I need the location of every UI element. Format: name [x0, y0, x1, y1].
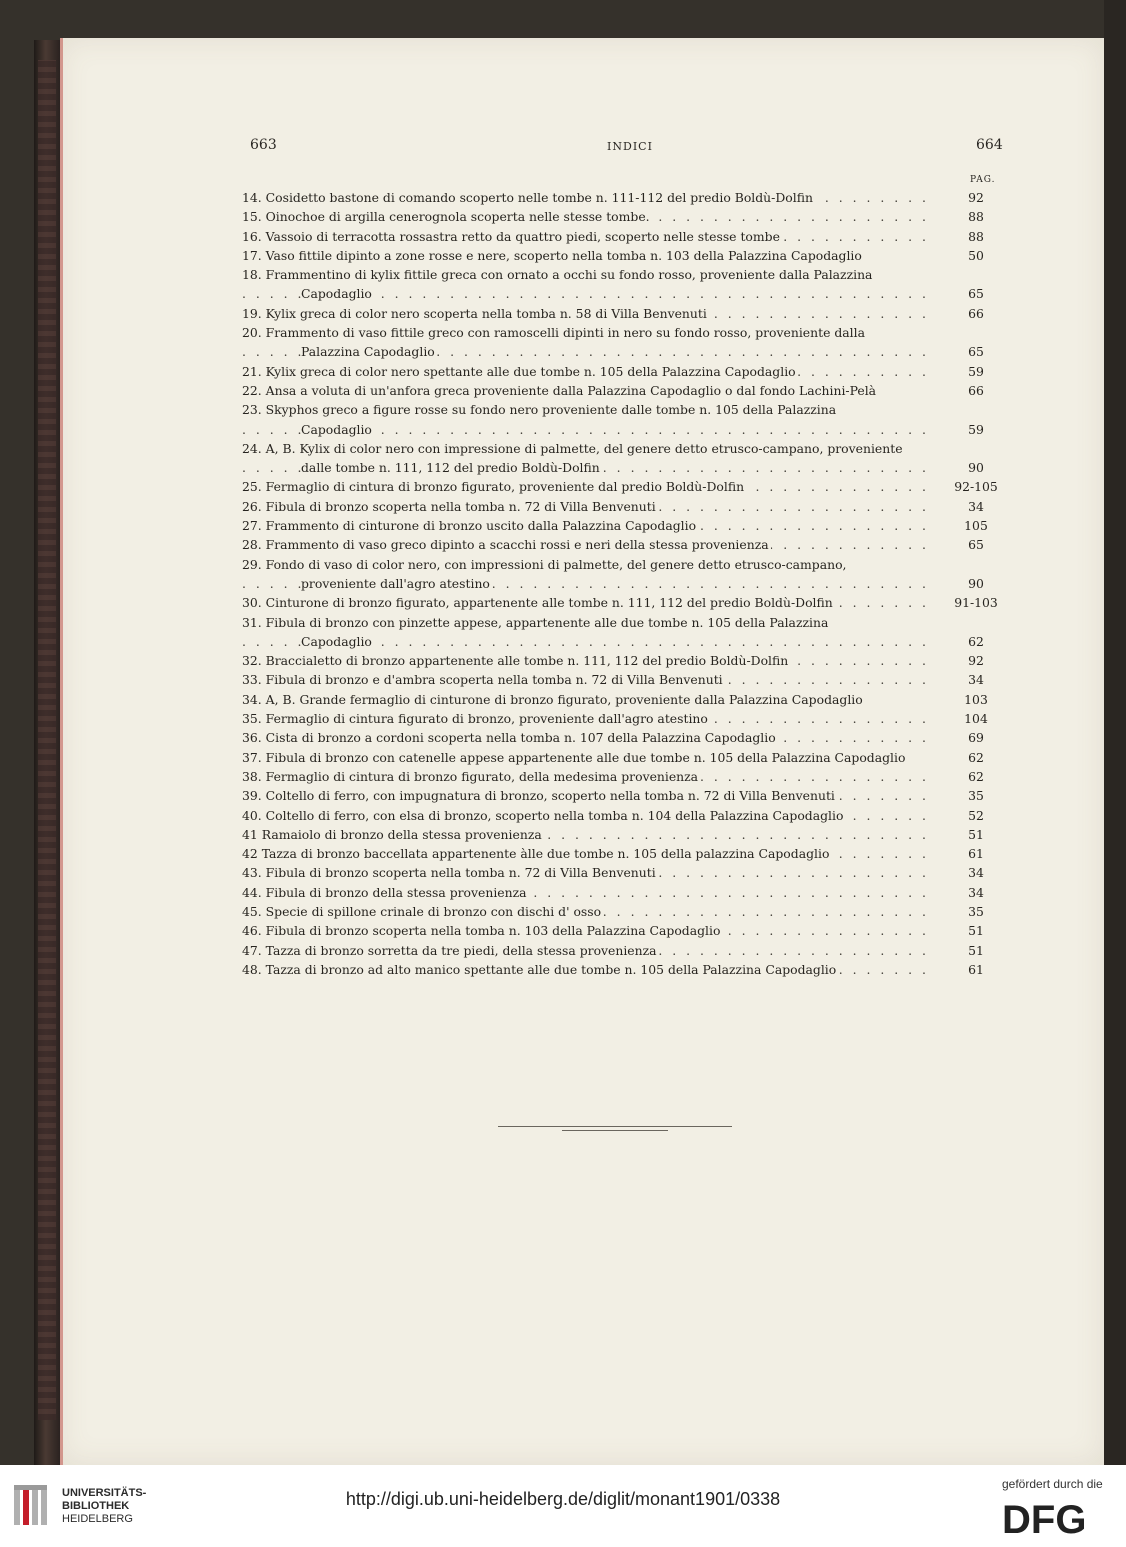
index-entry-text: 45. Specie di spillone crinale di bronzo con dischi d' osso — [242, 903, 602, 919]
dfg-logo-text: DFG — [1002, 1499, 1087, 1537]
index-entry-line — [242, 651, 1012, 670]
index-entry-page: 59 — [968, 363, 984, 379]
index-entry-text: 23. Skyphos greco a figure rosse su fondo nero proveniente dalle tombe n. 105 della Palazzina — [242, 402, 837, 418]
page-number-right: 664 — [976, 137, 1003, 153]
index-entry-page: 62 — [968, 633, 984, 649]
index-entry-line — [242, 516, 1012, 535]
index-entry-text: Capodaglio — [301, 633, 372, 649]
index-entry — [242, 477, 1012, 496]
index-entry-text: 33. Fibula di bronzo e d'ambra scoperta nella tomba n. 72 di Villa Benvenuti — [242, 672, 723, 688]
index-entry-line — [242, 265, 1012, 284]
index-entry-page: 61 — [968, 846, 984, 862]
index-entry-line — [242, 863, 1012, 882]
index-entry-page: 35 — [968, 903, 984, 919]
index-entry-line — [242, 400, 1012, 419]
index-entry-text: 44. Fibula di bronzo della stessa provenienza — [242, 884, 527, 900]
index-entry — [242, 323, 1012, 362]
index-entry-text: 47. Tazza di bronzo sorretta da tre piedi, della stessa provenienza — [242, 942, 657, 958]
index-entry-continuation — [242, 284, 1012, 303]
index-entry-continuation — [242, 420, 1012, 439]
index-entry-line — [242, 709, 1012, 728]
index-entry-text: 38. Fermaglio di cintura di bronzo figurato, della medesima provenienza — [242, 768, 699, 784]
index-entry-text: 40. Coltello di ferro, con elsa di bronzo, scoperto nella tomba n. 104 della Palazzina Capodaglio — [242, 807, 844, 823]
index-entry-continuation — [242, 458, 1012, 477]
index-entry-page: 92-105 — [954, 479, 998, 495]
index-entry-page: 65 — [968, 537, 984, 553]
index-entry-text: 22. Ansa a voluta di un'anfora greca proveniente dalla Palazzina Capodaglio o dal fondo Lachini-Pelà — [242, 382, 877, 398]
index-entry — [242, 767, 1012, 786]
index-entry-page: 59 — [968, 421, 984, 437]
index-entry-page: 50 — [968, 247, 984, 263]
index-entry-line — [242, 593, 1012, 612]
index-entry-line — [242, 227, 1012, 246]
index-entry-line — [242, 555, 1012, 574]
index-entry — [242, 227, 1012, 246]
index-entry-text: 39. Coltello di ferro, con impugnatura di bronzo, scoperto nella tomba n. 72 di Villa Benvenuti — [242, 788, 835, 804]
index-entry — [242, 555, 1012, 594]
index-entry — [242, 960, 1012, 979]
right-margin-shadow — [1104, 0, 1126, 1465]
index-entry-line — [242, 362, 1012, 381]
index-entry-line — [242, 941, 1012, 960]
index-entry-text: 30. Cinturone di bronzo figurato, appartenente alle tombe n. 111, 112 del predio Boldù-Dolfin — [242, 595, 833, 611]
index-entry-page: 35 — [968, 788, 984, 804]
spine-binding-texture — [38, 60, 56, 1420]
index-entry-line — [242, 883, 1012, 902]
page-number-left: 663 — [250, 137, 277, 153]
index-entry-page: 62 — [968, 749, 984, 765]
index-entry-line — [242, 786, 1012, 805]
index-entry-text: 16. Vassoio di terracotta rossastra retto da quattro piedi, scoperto nelle stesse tombe — [242, 228, 780, 244]
index-entry — [242, 535, 1012, 554]
index-entry-text: 41 Ramaiolo di bronzo della stessa provenienza — [242, 826, 542, 842]
index-entry-text: 24. A, B. Kylix di color nero con impressione di palmette, del genere detto etrusco-campano, proveniente — [242, 440, 903, 456]
index-entry-continuation — [242, 632, 1012, 651]
index-entry-page: 66 — [968, 382, 984, 398]
index-entry — [242, 806, 1012, 825]
index-entry-line — [242, 902, 1012, 921]
index-entry — [242, 207, 1012, 226]
index-entry-page: 51 — [968, 826, 984, 842]
library-name-line: UNIVERSITÄTS- — [62, 1487, 147, 1499]
dfg-logo-icon — [1002, 1499, 1112, 1537]
index-entry-text: 21. Kylix greca di color nero spettante alle due tombe n. 105 della Palazzina Capodaglio — [242, 363, 796, 379]
index-entry-page: 90 — [968, 460, 984, 476]
index-list — [242, 188, 1012, 979]
page-column-label: PAG. — [970, 175, 996, 185]
index-entry-line — [242, 477, 1012, 496]
index-entry-page: 62 — [968, 768, 984, 784]
index-entry-text: Capodaglio — [301, 286, 372, 302]
index-entry-line — [242, 844, 1012, 863]
index-entry-page: 61 — [968, 961, 984, 977]
index-entry-line — [242, 690, 1012, 709]
index-entry-line — [242, 767, 1012, 786]
index-entry-text: 31. Fibula di bronzo con pinzette appese, appartenente alle due tombe n. 105 della Palazzina — [242, 614, 829, 630]
index-entry-page: 103 — [964, 691, 988, 707]
index-entry-line — [242, 246, 1012, 265]
index-entry-page: 66 — [968, 305, 984, 321]
index-entry-text: 29. Fondo di vaso di color nero, con impressioni di palmette, del genere detto etrusco-campano, — [242, 556, 847, 572]
index-entry-line — [242, 381, 1012, 400]
index-entry-text: Capodaglio — [301, 421, 372, 437]
index-entry-text: 19. Kylix greca di color nero scoperta nella tomba n. 58 di Villa Benvenuti — [242, 305, 707, 321]
index-entry-line — [242, 207, 1012, 226]
index-entry-text: 46. Fibula di bronzo scoperta nella tomba n. 103 della Palazzina Capodaglio — [242, 923, 721, 939]
index-entry-page: 34 — [968, 498, 984, 514]
index-entry-line — [242, 825, 1012, 844]
index-entry — [242, 304, 1012, 323]
index-entry-text: 17. Vaso fittile dipinto a zone rosse e nere, scoperto nella tomba n. 103 della Palazzina Capodaglio — [242, 247, 862, 263]
index-entry — [242, 246, 1012, 265]
index-entry-text: 48. Tazza di bronzo ad alto manico spettante alle due tombe n. 105 della Palazzina Capodaglio — [242, 961, 837, 977]
index-entry-line — [242, 304, 1012, 323]
index-entry-page: 104 — [964, 711, 988, 727]
index-entry-line — [242, 613, 1012, 632]
index-entry-text: 34. A, B. Grande fermaglio di cinturone di bronzo figurato, proveniente dalla Palazzina Capodaglio — [242, 691, 863, 707]
index-entry-page: 105 — [964, 518, 988, 534]
index-entry-page: 92 — [968, 190, 984, 205]
funding-caption: gefördert durch die — [1002, 1477, 1103, 1491]
index-entry — [242, 844, 1012, 863]
index-entry — [242, 902, 1012, 921]
index-entry-text: 14. Cosidetto bastone di comando scoperto nelle tombe n. 111-112 del predio Boldù-Dolfin — [242, 190, 813, 205]
index-entry — [242, 921, 1012, 940]
index-entry-line — [242, 188, 1012, 207]
index-entry — [242, 690, 1012, 709]
index-entry-page: 90 — [968, 575, 984, 591]
index-entry-text: 36. Cista di bronzo a cordoni scoperta nella tomba n. 107 della Palazzina Capodaglio — [242, 730, 776, 746]
index-entry-line — [242, 670, 1012, 689]
index-entry-text: 35. Fermaglio di cintura figurato di bronzo, proveniente dall'agro atestino — [242, 711, 708, 727]
index-entry-page: 88 — [968, 228, 984, 244]
index-entry — [242, 863, 1012, 882]
index-entry-page: 52 — [968, 807, 984, 823]
library-name-line: BIBLIOTHEK — [62, 1500, 130, 1512]
index-entry — [242, 265, 1012, 304]
index-entry-line — [242, 497, 1012, 516]
index-entry — [242, 362, 1012, 381]
index-entry — [242, 786, 1012, 805]
index-entry-line — [242, 748, 1012, 767]
running-title: INDICI — [607, 140, 653, 153]
index-entry-text: Palazzina Capodaglio — [301, 344, 435, 360]
index-entry — [242, 883, 1012, 902]
index-entry-text: 18. Frammentino di kylix fittile greca con ornato a occhi su fondo rosso, proveniente dalla Palazzina — [242, 267, 873, 283]
index-entry — [242, 188, 1012, 207]
index-entry-text: 32. Braccialetto di bronzo appartenente alle tombe n. 111, 112 del predio Boldù-Dolfin — [242, 653, 789, 669]
permalink-url[interactable]: http://digi.ub.uni-heidelberg.de/diglit/monant1901/0338 — [345, 1489, 781, 1509]
index-entry — [242, 709, 1012, 728]
index-entry-text: 28. Frammento di vaso greco dipinto a scacchi rossi e neri della stessa provenienza — [242, 537, 769, 553]
index-entry-page: 34 — [968, 884, 984, 900]
footer-bar — [0, 1465, 1126, 1547]
index-entry-page: 51 — [968, 923, 984, 939]
index-entry — [242, 497, 1012, 516]
index-entry — [242, 825, 1012, 844]
index-entry — [242, 670, 1012, 689]
index-entry-line — [242, 806, 1012, 825]
index-entry-line — [242, 921, 1012, 940]
page-red-edge — [60, 38, 63, 1465]
index-entry-text: 37. Fibula di bronzo con catenelle appese appartenente alle due tombe n. 105 della Palazzina Capodaglio — [242, 749, 906, 765]
index-entry-line — [242, 323, 1012, 342]
index-entry-page: 34 — [968, 865, 984, 881]
index-entry-text: 25. Fermaglio di cintura di bronzo figurato, proveniente dal predio Boldù-Dolfin — [242, 479, 745, 495]
index-entry-line — [242, 535, 1012, 554]
index-entry — [242, 651, 1012, 670]
index-entry-page: 65 — [968, 286, 984, 302]
index-entry-line — [242, 728, 1012, 747]
index-entry-continuation — [242, 342, 1012, 361]
index-entry — [242, 593, 1012, 612]
index-entry — [242, 748, 1012, 767]
index-entry — [242, 439, 1012, 478]
index-entry-text: proveniente dall'agro atestino — [301, 575, 490, 591]
closing-rule — [498, 1126, 732, 1127]
index-entry — [242, 728, 1012, 747]
index-entry-text: 15. Oinochoe di argilla cenerognola scoperta nelle stesse tombe. — [242, 209, 650, 225]
index-entry — [242, 941, 1012, 960]
index-entry-page: 88 — [968, 209, 984, 225]
index-entry-line — [242, 960, 1012, 979]
index-entry — [242, 400, 1012, 439]
index-entry-page: 65 — [968, 344, 984, 360]
index-entry — [242, 516, 1012, 535]
index-entry — [242, 381, 1012, 400]
index-entry-text: 42 Tazza di bronzo baccellata appartenente àlle due tombe n. 105 della palazzina Capodaglio — [242, 846, 830, 862]
index-entry-line — [242, 439, 1012, 458]
index-entry-text: dalle tombe n. 111, 112 del predio Boldù-Dolfin — [301, 460, 600, 476]
index-entry-page: 34 — [968, 672, 984, 688]
index-entry-text: 43. Fibula di bronzo scoperta nella tomba n. 72 di Villa Benvenuti — [242, 865, 656, 881]
index-entry-page: 91-103 — [954, 595, 998, 611]
index-entry — [242, 613, 1012, 652]
index-entry-continuation — [242, 574, 1012, 593]
library-name-line: HEIDELBERG — [62, 1513, 133, 1525]
index-entry-text: 26. Fibula di bronzo scoperta nella tomba n. 72 di Villa Benvenuti — [242, 498, 656, 514]
closing-rule-short — [562, 1130, 668, 1131]
index-entry-page: 92 — [968, 653, 984, 669]
index-entry-text: 20. Frammento di vaso fittile greco con ramoscelli dipinti in nero su fondo rosso, proveniente dalla — [242, 325, 865, 341]
index-entry-page: 69 — [968, 730, 984, 746]
index-entry-page: 51 — [968, 942, 984, 958]
index-entry-text: 27. Frammento di cinturone di bronzo uscito dalla Palazzina Capodaglio — [242, 518, 697, 534]
